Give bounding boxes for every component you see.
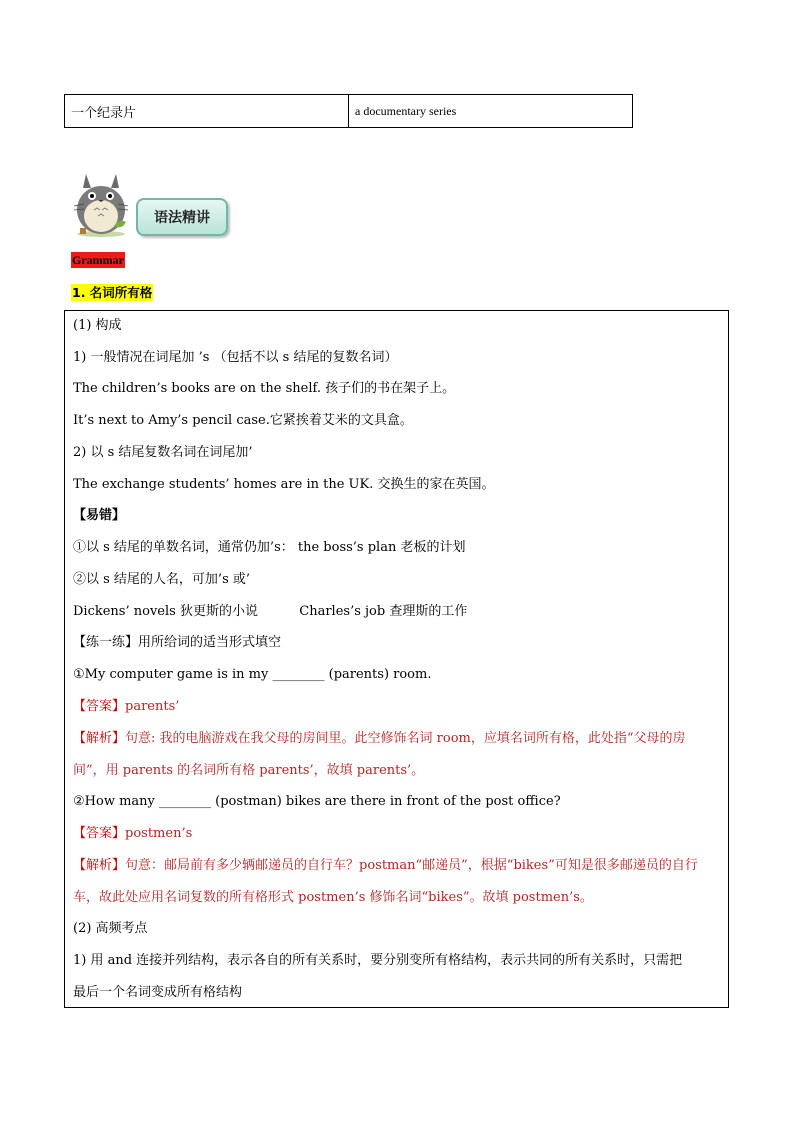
answer-label: 【答案】 [73,699,126,714]
text-line: The exchange students’ homes are in the UK. 交换生的家在英国。 [73,477,495,492]
answer-text: postmen’s [125,826,193,841]
analysis-text: 句意：邮局前有多少辆邮递员的自行车？postman“邮递员”，根据“bikes”可知是很多邮递员的自行 [125,858,698,873]
answer-text: parents’ [125,699,180,714]
text-line: Dickens’ novels 狄更斯的小说 Charles’s job 查理斯的工作 [73,604,468,619]
text-line: 【易错】 [73,508,126,523]
text-line: The children’s books are on the shelf. 孩子们的书在架子上。 [73,381,456,396]
content-box [64,310,729,1008]
vocab-english: a documentary series [355,103,457,118]
analysis-line: 车，故此处应用名词复数的所有格形式 postmen’s 修饰名词“bikes”。故填 postmen’s。 [73,890,593,905]
answer-label: 【答案】 [73,826,126,841]
analysis-label: 【解析】 [73,858,126,873]
totoro-mascot-icon [70,166,132,238]
text-line: ②How many ________ (postman) bikes are there in front of the post office? [73,794,561,809]
text-line: 1) 一般情况在词尾加 ’s （包括不以 s 结尾的复数名词） [73,350,398,365]
grammar-tag: Grammar [72,253,124,267]
text-line: (2) 高频考点 [73,921,148,936]
analysis-text: 句意: 我的电脑游戏在我父母的房间里。此空修饰名词 room，应填名词所有格，此处指“父母的房 [125,731,686,746]
text-line: 1) 用 and 连接并列结构，表示各自的所有关系时，要分别变所有格结构，表示共同的所有关系时，只需把 [73,953,683,968]
analysis-line: 间”，用 parents 的名词所有格 parents’，故填 parents’。 [73,763,425,778]
section-title: 1. 名词所有格 [72,285,153,300]
text-line: It’s next to Amy’s pencil case.它紧挨着艾米的文具盒。 [73,413,413,428]
text-line: 最后一个名词变成所有格结构 [73,985,243,1000]
grammar-banner: 语法精讲 [136,198,228,236]
text-line: (1) 构成 [73,318,122,333]
answer-line [73,698,720,716]
vocab-table [64,94,633,128]
vocab-chinese: 一个纪录片 [65,95,349,127]
text-line: ①以 s 结尾的单数名词，通常仍加’s： the boss’s plan 老板的计划 [73,540,466,555]
analysis-line [73,857,720,875]
text-line: ②以 s 结尾的人名，可加’s 或’ [73,572,251,587]
answer-line [73,825,720,843]
text-line: 【练一练】用所给词的适当形式填空 [73,635,282,650]
text-line: ①My computer game is in my ________ (parents) room. [73,667,432,682]
text-line: 2) 以 s 结尾复数名词在词尾加’ [73,445,253,460]
analysis-line [73,730,720,748]
analysis-label: 【解析】 [73,731,126,746]
